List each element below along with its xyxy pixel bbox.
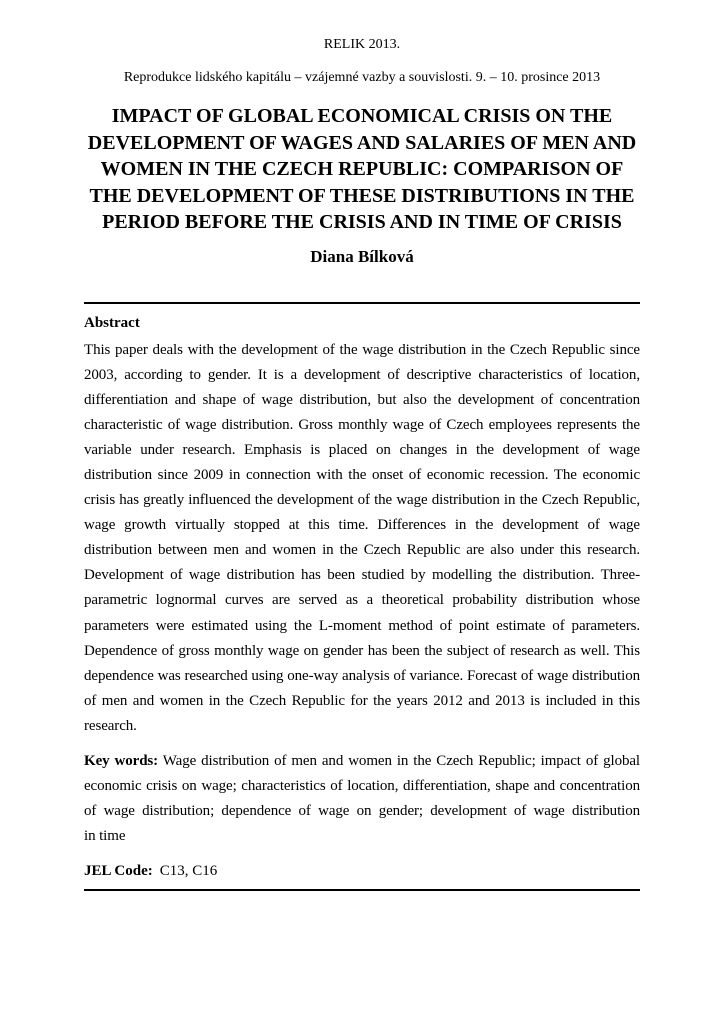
title-line: WOMEN IN THE CZECH REPUBLIC: COMPARISON OF — [100, 158, 624, 180]
abstract-line: dependence was researched using one-way analysis of variance. Forecast of wage distribution — [84, 667, 640, 684]
conference-header — [84, 35, 640, 88]
title-line: PERIOD BEFORE THE CRISIS AND IN TIME OF CRISIS — [102, 211, 622, 233]
bottom-divider — [84, 889, 640, 891]
abstract-line: wage growth virtually stopped at this time. Differences in the development of wage — [84, 517, 640, 534]
title-line: DEVELOPMENT OF WAGES AND SALARIES OF MEN AND — [87, 131, 637, 154]
keywords-line: economic crisis on wage; characteristics of location, differentiation, shape and concentration — [84, 778, 640, 795]
abstract-line: research. — [84, 717, 137, 734]
abstract-line: differentiation and shape of wage distribution, but also the development of concentration — [84, 391, 640, 408]
keywords-line: of wage distribution; dependence of wage on gender; development of wage distribution — [84, 803, 640, 820]
author-name: Diana Bílková — [310, 246, 414, 266]
abstract-line: Development of wage distribution has been studied by modelling the distribution. Three- — [84, 567, 640, 584]
abstract-line: parameters were estimated using the L-moment method of point estimate of parameters. — [84, 617, 640, 634]
abstract-line: parametric lognormal curves are served as a theoretical probability distribution whose — [84, 592, 640, 609]
title-line: THE DEVELOPMENT OF THESE DISTRIBUTIONS IN THE — [89, 184, 635, 207]
conference-name: RELIK 2013. — [323, 37, 401, 52]
abstract-line: This paper deals with the development of the wage distribution in the Czech Republic since — [84, 341, 640, 358]
abstract-text — [84, 338, 640, 740]
abstract-line: characteristic of wage distribution. Gross monthly wage of Czech employees represents the — [84, 416, 640, 433]
jel-label: JEL Code: — [84, 863, 153, 880]
jel-value: C13, C16 — [159, 863, 218, 880]
title-line: IMPACT OF GLOBAL ECONOMICAL CRISIS ON THE — [111, 105, 613, 127]
jel-code — [84, 859, 640, 884]
abstract-line: variable under research. Emphasis is placed on changes in the development of wage — [84, 441, 640, 458]
keywords-line — [84, 749, 640, 774]
abstract-line: Dependence of gross monthly wage on gender has been the subject of research as well. This — [84, 642, 640, 659]
abstract-line: distribution between men and women in the Czech Republic are also under this research. — [84, 542, 640, 559]
top-divider — [84, 302, 640, 304]
conference-subtitle: Reprodukce lidského kapitálu – vzájemné vazby a souvislosti. 9. – 10. prosince 2013 — [123, 70, 601, 85]
keywords-text: Wage distribution of men and women in the Czech Republic; impact of global — [162, 753, 640, 769]
abstract-line: distribution since 2009 in connection with the onset of economic recession. The economic — [84, 466, 640, 483]
abstract-line: crisis has greatly influenced the development of the wage distribution in the Czech Republic, — [84, 492, 640, 509]
keywords-block — [84, 749, 640, 849]
abstract-line: of men and women in the Czech Republic for the years 2012 and 2013 is included in this — [84, 692, 640, 709]
keywords-label: Key words: — [84, 753, 159, 769]
paper-title — [84, 103, 640, 236]
keywords-line: in time — [84, 828, 126, 845]
abstract-line: 2003, according to gender. It is a development of descriptive characteristics of location, — [84, 366, 640, 383]
abstract-heading: Abstract — [84, 314, 140, 331]
